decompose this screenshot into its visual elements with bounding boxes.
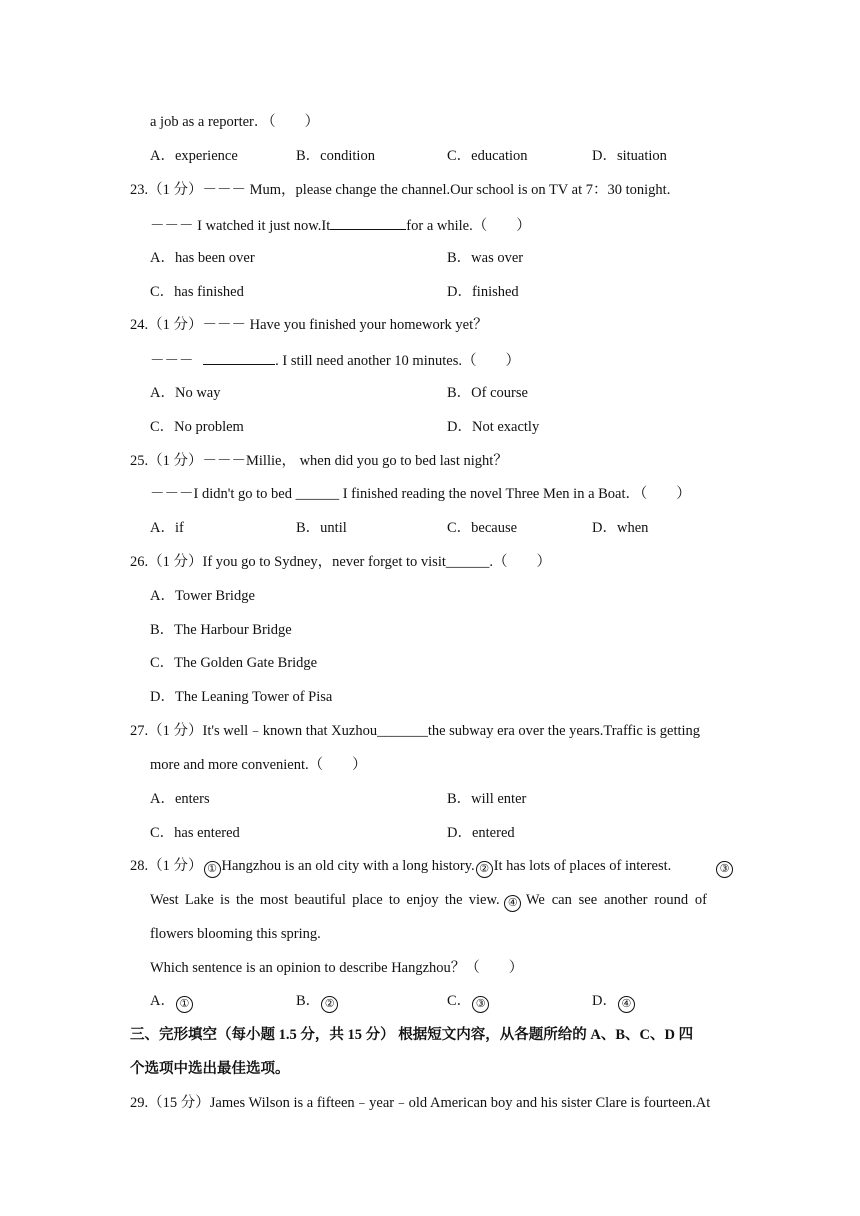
q23-option-b: B．was over bbox=[447, 250, 524, 266]
q28-sentence-1: Hangzhou is an old city with a long history. bbox=[221, 858, 475, 874]
section3-heading-line2: 个选项中选出最佳选项。 bbox=[130, 1061, 290, 1077]
q28-option-a-label: A． bbox=[150, 993, 175, 1009]
q23-option-c: C．has finished bbox=[150, 284, 244, 300]
q28-option-a-mark: ① bbox=[176, 996, 193, 1013]
q27-option-c: C．has entered bbox=[150, 825, 240, 841]
prev-option-d: D．situation bbox=[592, 148, 667, 164]
q23-stem-line1: 23.（1 分）－－－ Mum，please change the channel.Our school is on TV at 7：30 tonight. bbox=[130, 182, 671, 198]
q28-mark-3: ③ bbox=[716, 861, 733, 878]
q23-option-a: A．has been over bbox=[150, 250, 255, 266]
q25-option-d: D．when bbox=[592, 520, 649, 536]
q24-answer-blank bbox=[203, 352, 275, 365]
q28-option-c-label: C． bbox=[447, 993, 472, 1009]
q28-stem-line3: flowers blooming this spring. bbox=[150, 926, 321, 942]
q23-answer-blank bbox=[330, 217, 406, 230]
q28-mark-4: ④ bbox=[504, 895, 521, 912]
q28-option-d bbox=[592, 994, 636, 1013]
prev-question-tail: a job as a reporter．（ ） bbox=[150, 114, 320, 130]
q26-option-a: A．Tower Bridge bbox=[150, 588, 255, 604]
section3-heading-line1: 三、完形填空（每小题 1.5 分，共 15 分） 根据短文内容，从各题所给的 A、B、C、D 四 bbox=[130, 1027, 694, 1043]
q24-option-d: D．Not exactly bbox=[447, 419, 540, 435]
prev-option-a: A．experience bbox=[150, 148, 238, 164]
q26-option-d: D．The Leaning Tower of Pisa bbox=[150, 689, 333, 705]
q23-stem-line2 bbox=[150, 217, 531, 234]
q27-stem-line2: more and more convenient.（ ） bbox=[150, 757, 367, 773]
q28-mark-3-wrap bbox=[715, 859, 734, 878]
q28-option-c bbox=[447, 994, 490, 1013]
q28-question: Which sentence is an opinion to describe Hangzhou？（ ） bbox=[150, 960, 524, 976]
q28-mark-2: ② bbox=[476, 861, 493, 878]
q26-stem: 26.（1 分）If you go to Sydney，never forget to visit______.（ ） bbox=[130, 554, 552, 570]
q28-number: 28.（1 分） bbox=[130, 858, 203, 874]
q24-option-c: C．No problem bbox=[150, 419, 244, 435]
q25-option-c: C．because bbox=[447, 520, 518, 536]
q25-option-b: B．until bbox=[296, 520, 347, 536]
q28-sentence-3: West Lake is the most beautiful place to enjoy the view. bbox=[150, 892, 500, 908]
q28-option-b bbox=[296, 994, 339, 1013]
q28-sentence-2: It has lots of places of interest. bbox=[493, 858, 672, 874]
prev-option-c: C．education bbox=[447, 148, 528, 164]
q27-option-b: B．will enter bbox=[447, 791, 527, 807]
q28-option-b-label: B． bbox=[296, 993, 321, 1009]
q26-option-b: B．The Harbour Bridge bbox=[150, 622, 292, 638]
q24-stem-pre: －－－ bbox=[150, 353, 198, 369]
q25-stem-line2: －－－I didn't go to bed ______ I finished reading the novel Three Men in a Boat．（ ） bbox=[150, 486, 691, 502]
q24-option-b: B．Of course bbox=[447, 385, 528, 401]
q29-stem: 29.（15 分）James Wilson is a fifteen﹣year﹣old American boy and his sister Clare is fourteen.At bbox=[130, 1095, 711, 1111]
q24-stem-post: . I still need another 10 minutes.（ ） bbox=[275, 353, 520, 369]
q26-option-c: C．The Golden Gate Bridge bbox=[150, 655, 318, 671]
q28-option-d-mark: ④ bbox=[618, 996, 635, 1013]
q25-stem-line1: 25.（1 分）－－－Millie， when did you go to bed last night？ bbox=[130, 453, 508, 469]
q24-option-a: A．No way bbox=[150, 385, 221, 401]
q28-stem-line2 bbox=[150, 893, 733, 912]
q23-option-d: D．finished bbox=[447, 284, 519, 300]
q24-stem-line1: 24.（1 分）－－－ Have you finished your homework yet？ bbox=[130, 317, 488, 333]
q28-option-c-mark: ③ bbox=[472, 996, 489, 1013]
prev-option-b: B．condition bbox=[296, 148, 375, 164]
q27-option-a: A．enters bbox=[150, 791, 210, 807]
q28-stem-line1 bbox=[130, 859, 671, 878]
q25-option-a: A．if bbox=[150, 520, 184, 536]
q28-option-b-mark: ② bbox=[321, 996, 338, 1013]
q27-option-d: D．entered bbox=[447, 825, 515, 841]
q27-stem-line1: 27.（1 分）It's well﹣known that Xuzhou_______the subway era over the years.Traffic is getting bbox=[130, 723, 701, 739]
q24-stem-line2 bbox=[150, 352, 520, 369]
q28-option-a bbox=[150, 994, 194, 1013]
q28-mark-1: ① bbox=[204, 861, 221, 878]
q23-stem-post: for a while.（ ） bbox=[406, 218, 531, 234]
q23-stem-pre: －－－ I watched it just now.It bbox=[150, 218, 331, 234]
q28-option-d-label: D． bbox=[592, 993, 617, 1009]
q28-sentence-4: We can see another round of bbox=[525, 892, 708, 908]
